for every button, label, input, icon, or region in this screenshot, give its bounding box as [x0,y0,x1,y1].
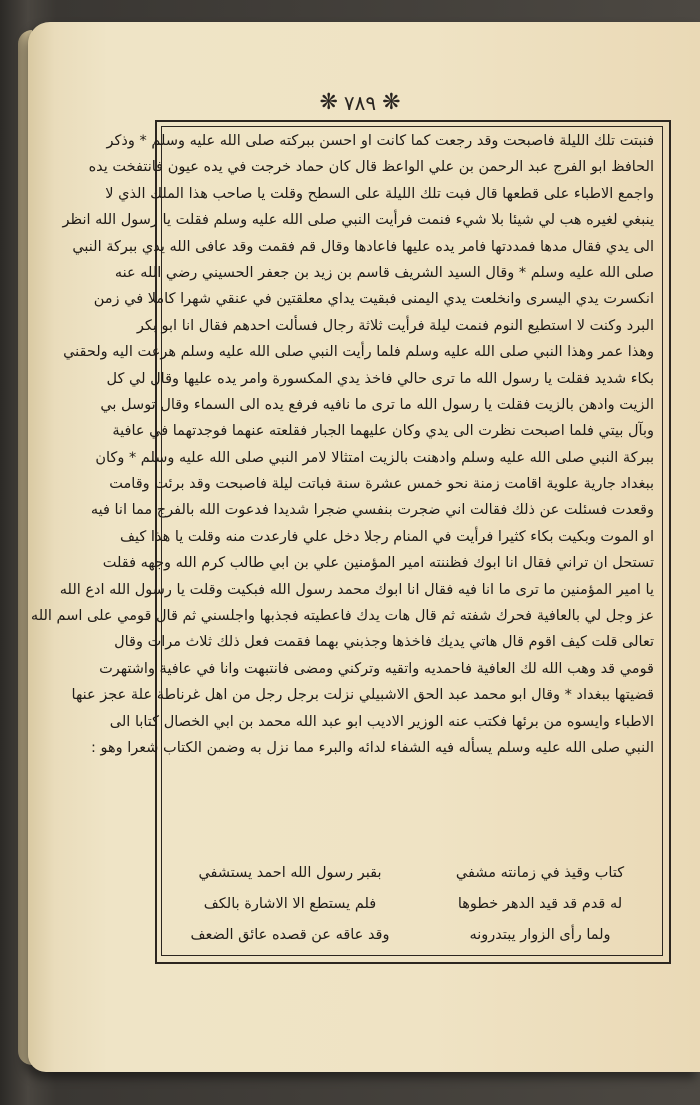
text-line: وقعدت فسئلت عن ذلك فقالت اني ضجرت بنفسي ضجرا شديدا فدعوت الله بالفرج مما انا فيه [90,502,654,519]
text-line: واجمع الاطباء على قطعها قال فبت تلك الليلة على السطح وقلت يا صاحب هذا الملك الذي لا [105,185,654,202]
text-line: بكاء شديد فقلت يا رسول الله ما ترى حالي فاخذ يدي المكسورة وامر يده عليها وقال لي كل [106,370,654,387]
text-line: الاطباء وايسوه من برئها فكتب عنه الوزير الاديب ابو عبد الله محمد بن ابي الخصال كتابا الى [109,713,654,730]
text-line: او الموت وبكيت بكاء كثيرا فرأيت في المنام رجلا دخل علي فارعدت منه وقلت يا هذا كيف [120,528,654,545]
verse-first-half: له قدم قد قيد الدهر خطوها [457,896,623,912]
text-line: الحافظ ابو الفرج عبد الرحمن بن علي الواعظ قال كان حماد خرجت في يده عيون فانتفخت يده [88,159,654,176]
text-line: تستحل ان تراني فقال انا ابوك فظننته امير المؤمنين علي بن ابي طالب كرم الله وجهه فقلت [102,555,654,572]
text-line: البرد وكنت لا استطيع النوم فنمت ليلة فرأيت ثلاثة رجال فسألت احدهم فقال انا ابو بكر [136,317,654,334]
text-line: قضيتها ببغداد * وقال ابو محمد عبد الحق الاشبيلي نزلت برجل رجل من اهل غرناطة علة عجز عنها [71,687,654,704]
text-line: انكسرت يدي اليسرى وانخلعت يدي اليمنى فبقيت يداي معلقتين في عنقي شهرا كاملا في زمن [93,291,654,308]
text-line: فنبتت تلك الليلة فاصبحت وقد رجعت كما كانت او احسن ببركته صلى الله عليه وسلم * وذكر [106,133,654,149]
verse-second-half: بقبر رسول الله احمد يستشفي [198,865,382,881]
text-line: وهذا عمر وهذا النبي صلى الله عليه وسلم فلما رأيت النبي صلى الله عليه وسلم هرعت اليه ولحقني [63,344,654,361]
verse-row [190,889,640,920]
verse-row [190,858,640,889]
verse-row [190,920,640,951]
text-line: ببغداد جارية علوية اقامت زمنة نحو خمس عشرة سنة فباتت ليلة فاصبحت وقد برئت وقامت [109,476,654,493]
text-line: عز وجل لي بالعافية فحرك شفته ثم قال هات يدك فاعطيته فجذبها واجلسني ثم قال قومي على اسم الله [30,608,654,625]
text-line: وبآل بيتي فلما اصبحت نظرت الى يدي وكان عليهما الجبار فقلعته عنهما فوجدتهما في عافية [112,423,654,440]
verse-second-half: فلم يستطع الا الاشارة بالكف [203,896,377,912]
text-line: ببركة النبي صلى الله عليه وسلم وادهنت بالزيت امتثالا لامر النبي صلى الله عليه وسلم * وكان [95,449,654,466]
verse-first-half: كتاب وقيذ في زمانته مشفي [455,865,625,881]
text-line: الزيت وادهن بالزيت فقلت يا رسول الله ما ترى ما نافيه فرفع يده الى السماء وقال توسل بي [100,396,654,413]
text-line: ينبغي لغيره هب لي شيئا بلا شيء فنمت فرأيت النبي صلى الله عليه وسلم فقلت يا رسول الله انظر [62,212,654,229]
text-line: قومي قد وهب الله لك العافية فاحمديه واتقيه وتركني ومضى فانتبهت وانا في عافية واشتهرت [99,660,654,677]
text-line: يا امير المؤمنين ما ترى ما انا فيه فقال انا ابوك محمد رسول الله فبكيت وقلت يا رسول الله ادع الله [59,581,654,598]
poem-verses [190,858,640,951]
ornament-icon: ❋ [319,90,338,115]
body-text [30,128,654,870]
page-number: ٧٨٩ [343,91,377,115]
verse-second-half: وقد عاقه عن قصده عائق الضعف [190,927,390,943]
text-line: تعالى قلت كيف اقوم قال هاتي يديك فاخذها وجذبني بهما فقمت فعل ذلك ثلاث مرات وقال [114,634,654,651]
text-line: صلى الله عليه وسلم * وقال السيد الشريف قاسم بن زيد بن جعفر الحسيني رضي الله عنه [114,264,654,281]
text-line: الى يدي فقال مدها فمددتها فامر يده عليها فاعادها وقال قم فقمت وقد عافى الله يدي ببركة النبي [72,238,654,255]
verse-first-half: ولما رأى الزوار يبتدرونه [469,927,611,943]
ornament-icon: ❋ [382,90,401,115]
text-line: النبي صلى الله عليه وسلم يسأله فيه الشفاء لدائه والبرء مما نزل به وضمن الكتاب شعرا وهو : [91,739,654,756]
page-header [319,92,400,114]
